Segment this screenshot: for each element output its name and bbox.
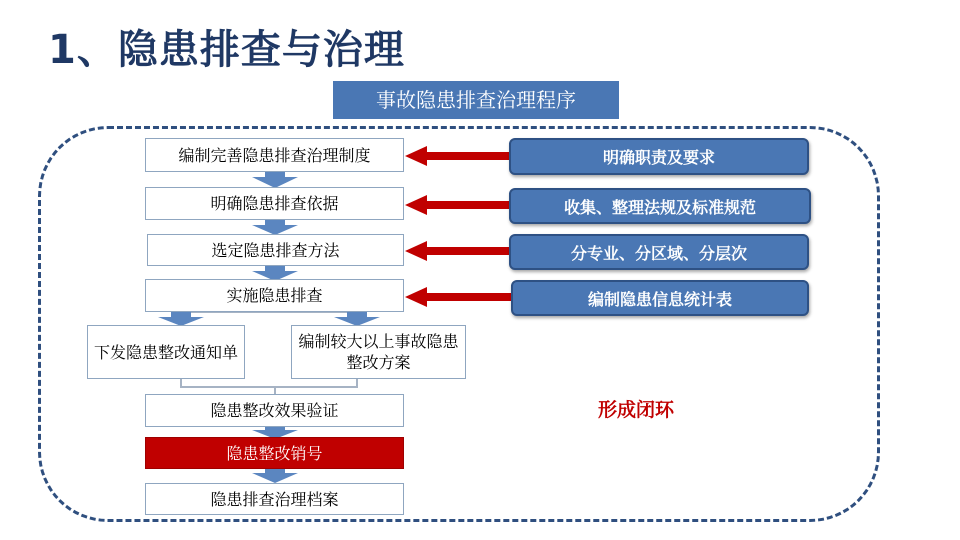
input-classification: 分专业、分区域、分层次 [509, 234, 809, 270]
page-title: 1、隐患排查与治理 [48, 27, 405, 73]
merge-connector-right [356, 379, 358, 387]
step-compile-system: 编制完善隐患排查治理制度 [145, 138, 404, 172]
merge-connector [180, 386, 358, 388]
input-regulations: 收集、整理法规及标准规范 [509, 188, 811, 224]
left-arrow-icon [405, 146, 511, 166]
merge-connector-left [180, 379, 182, 387]
left-arrow-icon [405, 195, 511, 215]
procedure-title-banner: 事故隐患排查治理程序 [333, 81, 619, 119]
input-statistics-table: 编制隐患信息统计表 [511, 280, 809, 316]
step-verify-rectification: 隐患整改效果验证 [145, 394, 404, 427]
step-close-out: 隐患整改销号 [145, 437, 404, 469]
down-arrow-icon [332, 312, 382, 326]
step-major-rectification-plan: 编制较大以上事故隐患整改方案 [291, 325, 466, 379]
step-archive: 隐患排查治理档案 [145, 483, 404, 515]
down-arrow-icon [156, 312, 206, 326]
down-arrow-icon [250, 468, 300, 483]
down-arrow-icon [250, 219, 300, 235]
step-issue-notice: 下发隐患整改通知单 [87, 325, 245, 379]
closed-loop-label: 形成闭环 [598, 399, 675, 421]
step-conduct-inspection: 实施隐患排查 [145, 279, 404, 312]
step-select-method: 选定隐患排查方法 [147, 234, 404, 266]
left-arrow-icon [405, 241, 511, 261]
left-arrow-icon [405, 287, 513, 307]
step-define-basis: 明确隐患排查依据 [145, 187, 404, 220]
input-responsibilities: 明确职责及要求 [509, 138, 809, 175]
down-arrow-icon [250, 170, 300, 188]
